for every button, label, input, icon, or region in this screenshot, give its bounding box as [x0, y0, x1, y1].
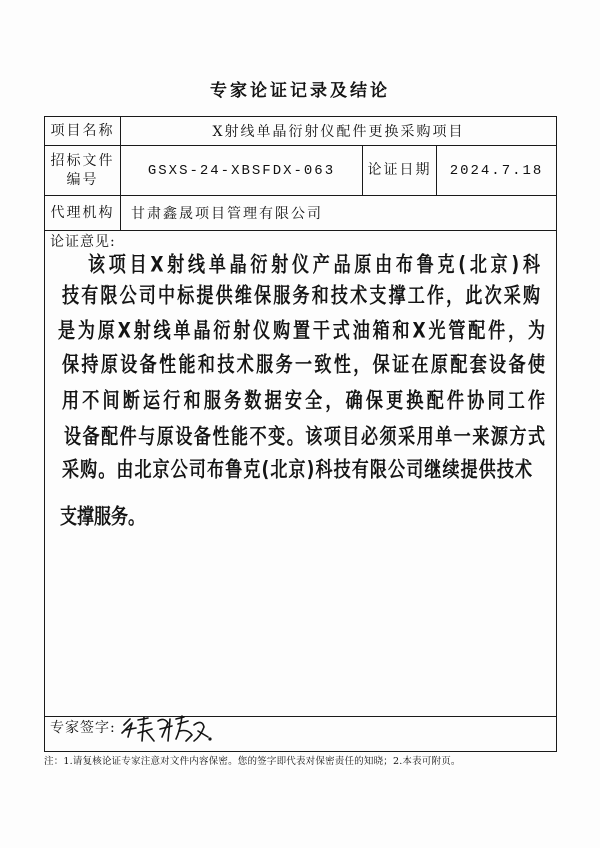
row-project-name [45, 117, 557, 146]
opinion-line: 该项目X射线单晶衍射仪产品原由布鲁克(北京)科 [88, 252, 540, 278]
agency-value: 甘肃鑫晟项目管理有限公司 [121, 196, 557, 231]
footnote: 注：1.请复核论证专家注意对文件内容保密。您的签字即代表对保密责任的知晓；2.本表可附页。 [44, 756, 461, 767]
tender-number-label: 招标文件编号 [45, 146, 121, 196]
opinion-label: 论证意见: [50, 234, 116, 250]
opinion-line: 支撑服务。 [60, 504, 145, 530]
agency-label: 代理机构 [45, 196, 121, 231]
page-title: 专家论证记录及结论 [210, 81, 390, 101]
opinion-line: 技有限公司中标提供维保服务和技术支撑工作，此次采购 [62, 283, 540, 309]
project-name-label: 项目名称 [45, 117, 121, 146]
signature-label: 专家签字: [50, 720, 116, 736]
handwritten-signature [118, 711, 214, 747]
review-date-label: 论证日期 [363, 146, 437, 196]
opinion-line: 保持原设备性能和技术服务一致性，保证在原配套设备使 [62, 352, 545, 378]
opinion-line: 用不间断运行和服务数据安全，确保更换配件协同工作 [62, 388, 545, 414]
opinion-line: 设备配件与原设备性能不变。该项目必须采用单一来源方式 [64, 424, 545, 450]
project-name-value: X射线单晶衍射仪配件更换采购项目 [121, 117, 557, 146]
opinion-line: 采购。由北京公司布鲁克(北京)科技有限公司继续提供技术 [62, 457, 532, 483]
opinion-line: 是为原X射线单晶衍射仪购置干式油箱和X光管配件，为 [58, 318, 545, 344]
review-date-value: 2024.7.18 [437, 146, 557, 196]
row-tender-number [45, 146, 557, 196]
row-agency [45, 196, 557, 231]
tender-number-value: GSXS-24-XBSFDX-063 [121, 146, 363, 196]
